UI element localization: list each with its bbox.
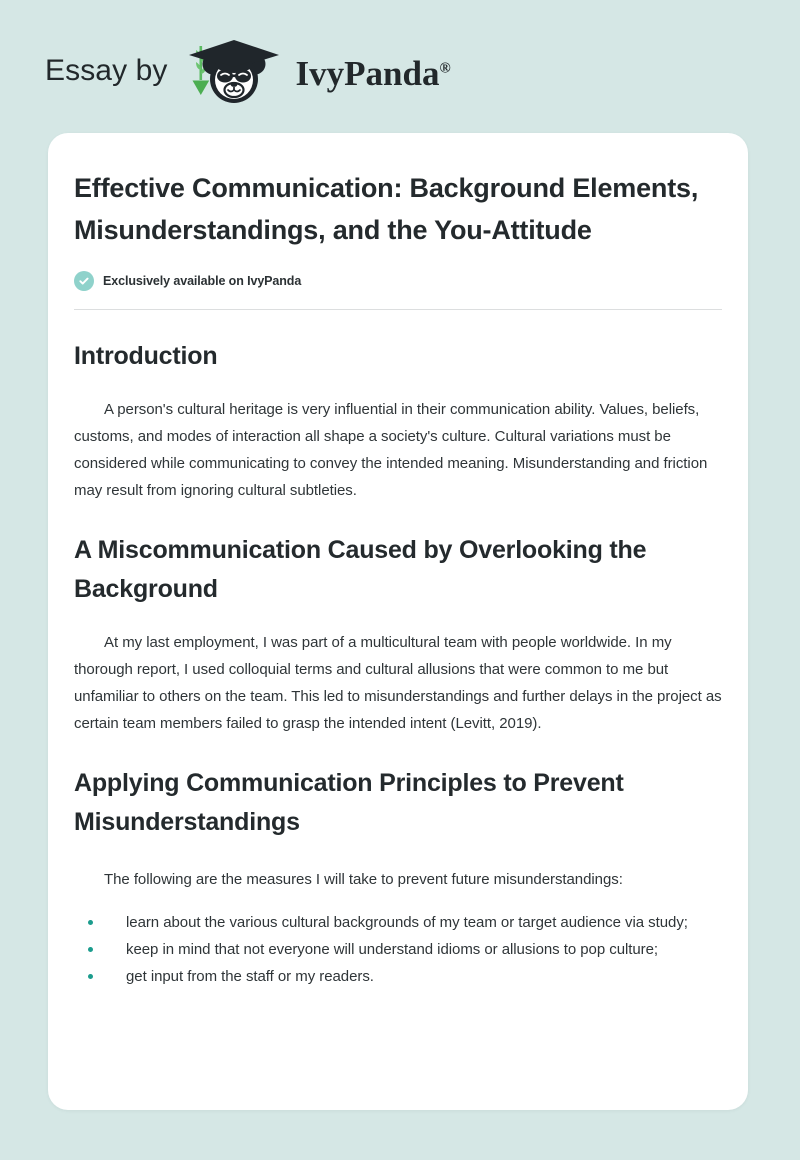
list-item — [74, 963, 722, 990]
ivypanda-wordmark — [295, 53, 451, 93]
title-divider — [74, 309, 722, 310]
page-title: Effective Communication: Background Elements, Misunderstandings, and the You-Attitude — [74, 173, 699, 245]
ivypanda-panda-graduation-cap-icon — [182, 38, 288, 104]
bullet-dot-icon — [88, 920, 93, 925]
section-paragraph-miscommunication: At my last employment, I was part of a multicultural team with people worldwide. In my thorough report, I used colloquial terms and cultural allusions that were common to me but unfamiliar to others on the team. This led to misunderstandings and further delays in the project as certain team members failed to grasp the intended intent (Levitt, 2019). — [74, 634, 722, 732]
essay-by-label: Essay by — [45, 54, 168, 87]
section-paragraph-principles: The following are the measures I will take to prevent future misunderstandings: — [104, 871, 623, 888]
list-item-label: learn about the various cultural backgrounds of my team or target audience via study; — [126, 914, 688, 931]
status-badge-label: Exclusively available on IvyPanda — [103, 274, 302, 288]
bullet-dot-icon — [88, 974, 93, 979]
status-badge — [74, 271, 722, 291]
wordmark-text: IvyPanda — [295, 53, 440, 93]
section-heading-principles: Applying Communication Principles to Prevent Misunderstandings — [74, 769, 624, 836]
section-heading-introduction: Introduction — [74, 342, 218, 370]
section-heading-miscommunication: A Miscommunication Caused by Overlooking the Background — [74, 536, 647, 603]
list-item — [74, 909, 722, 936]
measures-bullet-list — [74, 909, 722, 990]
check-circle-icon — [74, 271, 94, 291]
essay-card — [48, 133, 748, 1110]
section-paragraph-introduction: A person's cultural heritage is very influential in their communication ability. Values, beliefs, customs, and modes of interaction all shape a society's culture. Cultural variations must be considered while communicating to convey the intended meaning. Misunderstanding and friction may result from ignoring cultural subtleties. — [74, 401, 708, 499]
list-item — [74, 936, 722, 963]
list-item-label: get input from the staff or my readers. — [126, 968, 374, 985]
bullet-dot-icon — [88, 947, 93, 952]
brand-header — [45, 38, 451, 104]
registered-trademark-icon: ® — [439, 59, 451, 76]
list-item-label: keep in mind that not everyone will understand idioms or allusions to pop culture; — [126, 941, 659, 958]
